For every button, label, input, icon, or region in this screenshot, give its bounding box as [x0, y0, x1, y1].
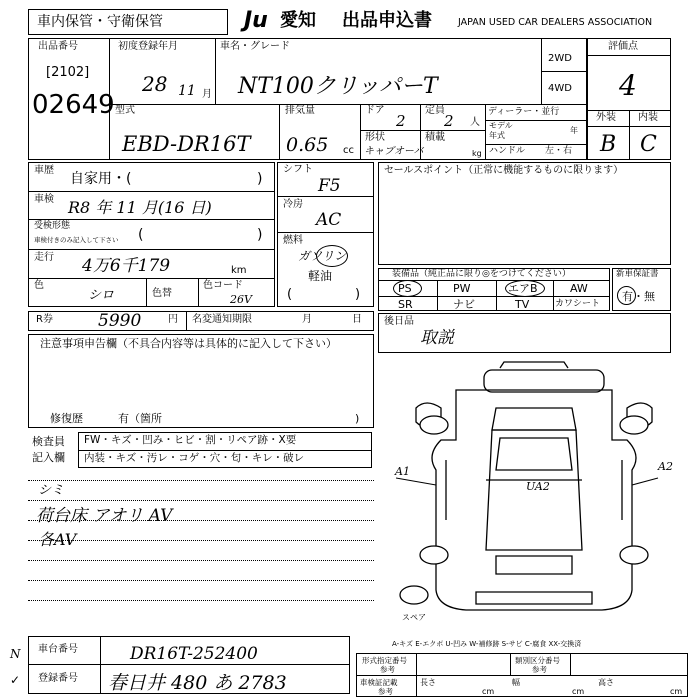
- damage-center-mark: UA2: [526, 480, 550, 493]
- fuel-diesel: 軽油: [308, 269, 333, 283]
- org-name: 愛知: [280, 10, 316, 31]
- color-label: 色: [34, 280, 44, 291]
- legend-text: A-キズ E-エクボ U-凹み W-補修跡 S-サビ C-腐食 XX-交換済: [392, 640, 582, 648]
- class-no-label: 類別区分番号: [515, 656, 560, 665]
- color-code-value: 26V: [230, 293, 252, 306]
- reg-no-value: 春日井 480 あ 2783: [108, 672, 287, 694]
- fuel-label: 燃料: [283, 235, 303, 246]
- height-unit: cm: [670, 687, 683, 696]
- fuel-selected-circle: [316, 245, 348, 267]
- interior-value: C: [640, 132, 657, 157]
- name-change-day: 日: [352, 314, 362, 325]
- damage-left-mark: A1: [395, 465, 410, 478]
- equip-ps: PS: [398, 282, 412, 295]
- equip-navi: ナビ: [453, 298, 475, 311]
- storage-label-box: [28, 9, 228, 35]
- first-reg-year: 28: [142, 72, 168, 96]
- inspector-label2: 記入欄: [32, 451, 65, 464]
- handle-options: 左・右: [545, 146, 573, 156]
- shape-value: キャブオーバ: [364, 146, 424, 157]
- repair-label: 修復歴: [50, 412, 83, 425]
- width-unit: cm: [572, 687, 585, 696]
- color-value: シロ: [88, 288, 115, 303]
- inspector-row1: FW・キズ・凹み・ヒビ・割・リペア跡・X要: [84, 434, 297, 446]
- org-en-name: JAPAN USED CAR DEALERS ASSOCIATION: [458, 17, 653, 28]
- year-suffix: 年: [570, 126, 578, 135]
- car-damage-diagram: [396, 360, 672, 628]
- storage-label: 車内保管・守衛保管: [37, 14, 163, 30]
- recycle-label: R券: [36, 314, 53, 325]
- inspection-label: 車検: [34, 194, 54, 205]
- equip-airbag-circle: [505, 280, 545, 297]
- model-year-label: モデル: [489, 121, 513, 130]
- form-no-note: 参考: [380, 665, 395, 674]
- capacity-value: 2: [444, 112, 454, 130]
- height-label: 高さ: [598, 678, 614, 687]
- warranty-circle: [617, 286, 636, 305]
- equip-aw: AW: [570, 282, 588, 295]
- note-line-3: 各AV: [38, 530, 77, 549]
- shape-label: 形状: [365, 132, 385, 143]
- model-label: 車名・グレード: [220, 41, 290, 52]
- capacity-label: 定員: [425, 105, 445, 116]
- equip-airbag: エアB: [508, 282, 538, 295]
- ac-label: 冷房: [283, 199, 303, 210]
- receipt-label: 受検形態: [34, 221, 71, 231]
- width-label: 幅: [512, 678, 520, 687]
- doors-value: 2: [396, 112, 406, 130]
- model-year-label2: 年式: [489, 131, 505, 140]
- repair-value: 有（箇所: [118, 412, 162, 425]
- note-line-2: 荷台床 アオリ AV: [36, 506, 173, 526]
- month-unit: 月: [202, 89, 212, 100]
- displacement-unit: cc: [343, 145, 354, 156]
- length-unit: cm: [482, 687, 495, 696]
- fuel-gas: ガソリン: [298, 249, 347, 263]
- inspection-value: R8 年 11 月(16 日): [68, 198, 212, 217]
- interior-label: 内装: [638, 112, 658, 123]
- length-label: 長さ: [420, 678, 436, 687]
- model-value: NT100クリッパーT: [238, 74, 438, 99]
- equip-sr: SR: [398, 298, 413, 311]
- mileage-value: 4万6千179: [82, 256, 171, 276]
- ac-value: AC: [316, 210, 342, 230]
- shift-label: シフト: [283, 164, 313, 175]
- spare-label: スペア: [402, 613, 426, 622]
- displacement-label: 排気量: [285, 105, 315, 116]
- check-mark-1: N: [10, 647, 21, 661]
- listing-no-label: 出品番号: [38, 41, 78, 52]
- load-unit: kg: [472, 149, 482, 158]
- name-change-label: 名変通知期限: [192, 314, 252, 325]
- form-no-label: 形式指定番号: [362, 656, 407, 665]
- notes-label: 注意事項申告欄（不具合内容等は具体的に記入して下さい）: [40, 337, 337, 350]
- sales-point-label: セールスポイント（正常に機能するものに限ります）: [384, 165, 624, 176]
- sub-no: [2102]: [46, 65, 90, 80]
- equip-leather: カワシート: [555, 299, 601, 309]
- check-mark-2: ✓: [10, 673, 21, 687]
- equip-tv: TV: [515, 298, 530, 311]
- capacity-unit: 人: [470, 117, 480, 128]
- cert-label: 車検証記載: [360, 678, 398, 687]
- history-value: 自家用・(: [70, 171, 132, 187]
- color-code-label: 色コード: [203, 280, 243, 291]
- cert-note: 参考: [378, 687, 393, 696]
- name-change-month: 月: [302, 314, 312, 325]
- warranty-options: 有・無: [622, 290, 655, 303]
- inspector-row2: 内装・キズ・汚レ・コゲ・穴・匂・キレ・破レ: [84, 452, 305, 464]
- after-goods-value: 取説: [420, 328, 454, 348]
- shift-value: F5: [318, 176, 341, 196]
- mileage-label: 走行: [34, 252, 54, 263]
- drive-4wd: 4WD: [548, 83, 572, 94]
- type-label: 型式: [115, 105, 135, 116]
- sales-point-box: [378, 162, 671, 265]
- equip-pw: PW: [453, 282, 471, 295]
- exterior-value: B: [600, 132, 617, 157]
- note-line-1: シミ: [38, 483, 65, 498]
- class-no-note: 参考: [532, 665, 547, 674]
- equipment-label: 装備品（純正品に限り◎をつけてください）: [392, 269, 571, 279]
- receipt-note: 車検付きのみ記入して下さい: [34, 236, 119, 244]
- handle-label: ハンドル: [489, 146, 526, 156]
- chassis-label: 車台番号: [38, 644, 78, 655]
- recycle-value: 5990: [98, 311, 142, 331]
- equip-ps-circle: [393, 280, 422, 297]
- history-label: 車歴: [34, 165, 54, 176]
- logo-ju: Ju: [244, 8, 268, 33]
- form-title: 出品申込書: [342, 10, 432, 31]
- first-reg-month: 11: [178, 83, 196, 99]
- reg-no-label: 登録番号: [38, 673, 78, 684]
- drive-2wd: 2WD: [548, 53, 572, 64]
- listing-no: 02649: [32, 90, 115, 120]
- rating-label: 評価点: [608, 41, 638, 52]
- recycle-unit: 円: [168, 314, 178, 325]
- exterior-label: 外装: [596, 112, 616, 123]
- warranty-label: 新車保証書: [616, 269, 659, 279]
- damage-right-mark: A2: [658, 460, 673, 473]
- first-reg-label: 初度登録年月: [118, 41, 178, 52]
- displacement-value: 0.65: [286, 134, 329, 156]
- inspector-label1: 検査員: [32, 435, 65, 448]
- after-goods-label: 後日品: [384, 316, 414, 327]
- rating-value: 4: [619, 69, 637, 102]
- type-value: EBD-DR16T: [122, 132, 251, 156]
- color-change-label: 色替: [152, 288, 172, 299]
- dealer-label: ディーラー・並行: [488, 107, 560, 117]
- load-label: 積載: [425, 132, 445, 143]
- doors-label: ドア: [365, 105, 385, 116]
- mileage-unit: km: [231, 265, 247, 276]
- chassis-value: DR16T-252400: [130, 644, 258, 664]
